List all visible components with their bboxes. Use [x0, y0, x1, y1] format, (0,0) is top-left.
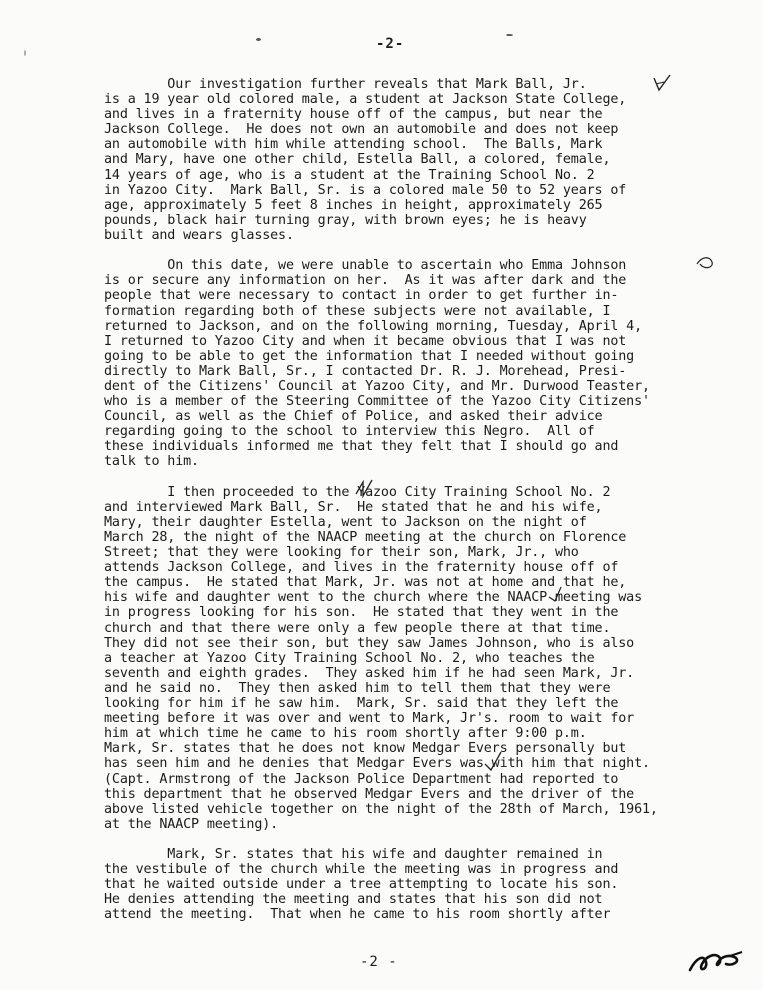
text-line: Street; that they were looking for their son, Mark, Jr., who	[104, 545, 579, 561]
document-body	[104, 77, 724, 938]
text-line: regarding going to the school to interview this Negro. All of	[104, 424, 595, 440]
text-line: going to be able to get the information that I needed without going	[104, 348, 635, 364]
text-line: him at which time he came to his room shortly after 9:00 p.m.	[104, 726, 587, 742]
text-line: people that were necessary to contact in order to get further in-	[104, 288, 619, 304]
text-line: Jackson College. He does not own an automobile and does not keep	[104, 122, 619, 138]
paragraph	[104, 485, 724, 832]
text-line: I then proceeded to the Yazoo City Training School No. 2	[104, 484, 611, 500]
text-line: this department that he observed Medgar Evers and the driver of the	[104, 786, 635, 802]
text-line: in Yazoo City. Mark Ball, Sr. is a colored male 50 to 52 years of	[104, 182, 627, 198]
text-line: age, approximately 5 feet 8 inches in height, approximately 265	[104, 197, 603, 213]
text-line: and interviewed Mark Ball, Sr. He stated that he and his wife,	[104, 499, 603, 515]
text-line: Mark, Sr. states that his wife and daughter remained in	[104, 847, 603, 863]
check-mark-icon	[547, 585, 563, 603]
text-line: pounds, black hair turning gray, with brown eyes; he is heavy	[104, 212, 587, 228]
text-line: these individuals informed me that they felt that I should go and	[104, 439, 619, 455]
check-mark-icon	[650, 72, 674, 98]
text-line: Mary, their daughter Estella, went to Jackson on the night of	[104, 514, 587, 530]
text-line: seventh and eighth grades. They asked him if he had seen Mark, Jr.	[104, 665, 635, 681]
text-line: Council, as well as the Chief of Police, and asked their advice	[104, 409, 603, 425]
text-line: dent of the Citizens' Council at Yazoo City, and Mr. Durwood Teaster,	[104, 378, 650, 394]
text-line: talk to him.	[104, 454, 199, 470]
text-line: I returned to Yazoo City and when it became obvious that I was not	[104, 333, 627, 349]
text-line: On this date, we were unable to ascertain who Emma Johnson	[104, 258, 627, 274]
text-line: the vestibule of the church while the meeting was in progress and	[104, 862, 619, 878]
text-line: formation regarding both of these subjects were not available, I	[104, 303, 611, 319]
text-line: and he said no. They then asked him to tell them that they were	[104, 680, 611, 696]
text-line: an automobile with him while attending school. The Balls, Mark	[104, 137, 603, 153]
check-mark-icon	[483, 750, 503, 772]
text-line: and Mary, have one other child, Estella Ball, a colored, female,	[104, 152, 611, 168]
check-mark-icon	[694, 254, 716, 276]
text-line: returned to Jackson, and on the following morning, Tuesday, April 4,	[104, 318, 643, 334]
text-line: who is a member of the Steering Committee of the Yazoo City Citizens'	[104, 394, 650, 410]
text-line: attend the meeting. That when he came to his room shortly after	[104, 907, 611, 923]
text-line: is a 19 year old colored male, a student at Jackson State College,	[104, 92, 627, 108]
text-line: a teacher at Yazoo City Training School No. 2, who teaches the	[104, 650, 595, 666]
text-line: in progress looking for his son. He stated that they went in the	[104, 605, 619, 621]
text-line: church and that there were only a few people there at that time.	[104, 620, 611, 636]
text-line: is or secure any information on her. As it was after dark and the	[104, 273, 627, 289]
text-line: that he waited outside under a tree attempting to locate his son.	[104, 877, 619, 893]
text-line: Our investigation further reveals that Mark Ball, Jr.	[104, 77, 587, 92]
text-line: Mark, Sr. states that he does not know Medgar Evers personally but	[104, 741, 627, 757]
text-line: the campus. He stated that Mark, Jr. was not at home and that he,	[104, 575, 627, 591]
text-line: at the NAACP meeting).	[104, 816, 279, 832]
text-line: has seen him and he denies that Medgar Evers was with him that night.	[104, 756, 650, 772]
page-number-top: -2-	[376, 36, 405, 52]
paragraph	[104, 77, 724, 243]
text-line: looking for him if he saw him. Mark, Sr. said that they left the	[104, 696, 619, 712]
paragraph	[104, 258, 724, 469]
text-line: He denies attending the meeting and states that his son did not	[104, 892, 603, 908]
initials-signature-icon	[686, 944, 746, 978]
check-mark-icon	[353, 478, 375, 500]
text-line: 14 years of age, who is a student at the Training School No. 2	[104, 167, 595, 183]
text-line: March 28, the night of the NAACP meeting at the church on Florence	[104, 530, 627, 545]
text-line: his wife and daughter went to the church where the NAACP meeting was	[104, 590, 643, 606]
text-line: above listed vehicle together on the night of the 28th of March, 1961,	[104, 801, 658, 817]
text-line: (Capt. Armstrong of the Jackson Police Department had reported to	[104, 771, 619, 787]
paragraph	[104, 847, 724, 922]
text-line: meeting before it was over and went to Mark, Jr's. room to wait for	[104, 711, 635, 727]
text-line: built and wears glasses.	[104, 227, 294, 243]
text-line: directly to Mark Ball, Sr., I contacted Dr. R. J. Morehead, Presi-	[104, 363, 627, 379]
text-line: attends Jackson College, and lives in the fraternity house off of	[104, 560, 619, 576]
text-line: and lives in a fraternity house off of the campus, but near the	[104, 107, 603, 123]
page-number-bottom: -2 -	[360, 954, 398, 970]
text-line: They did not see their son, but they saw James Johnson, who is also	[104, 635, 635, 651]
